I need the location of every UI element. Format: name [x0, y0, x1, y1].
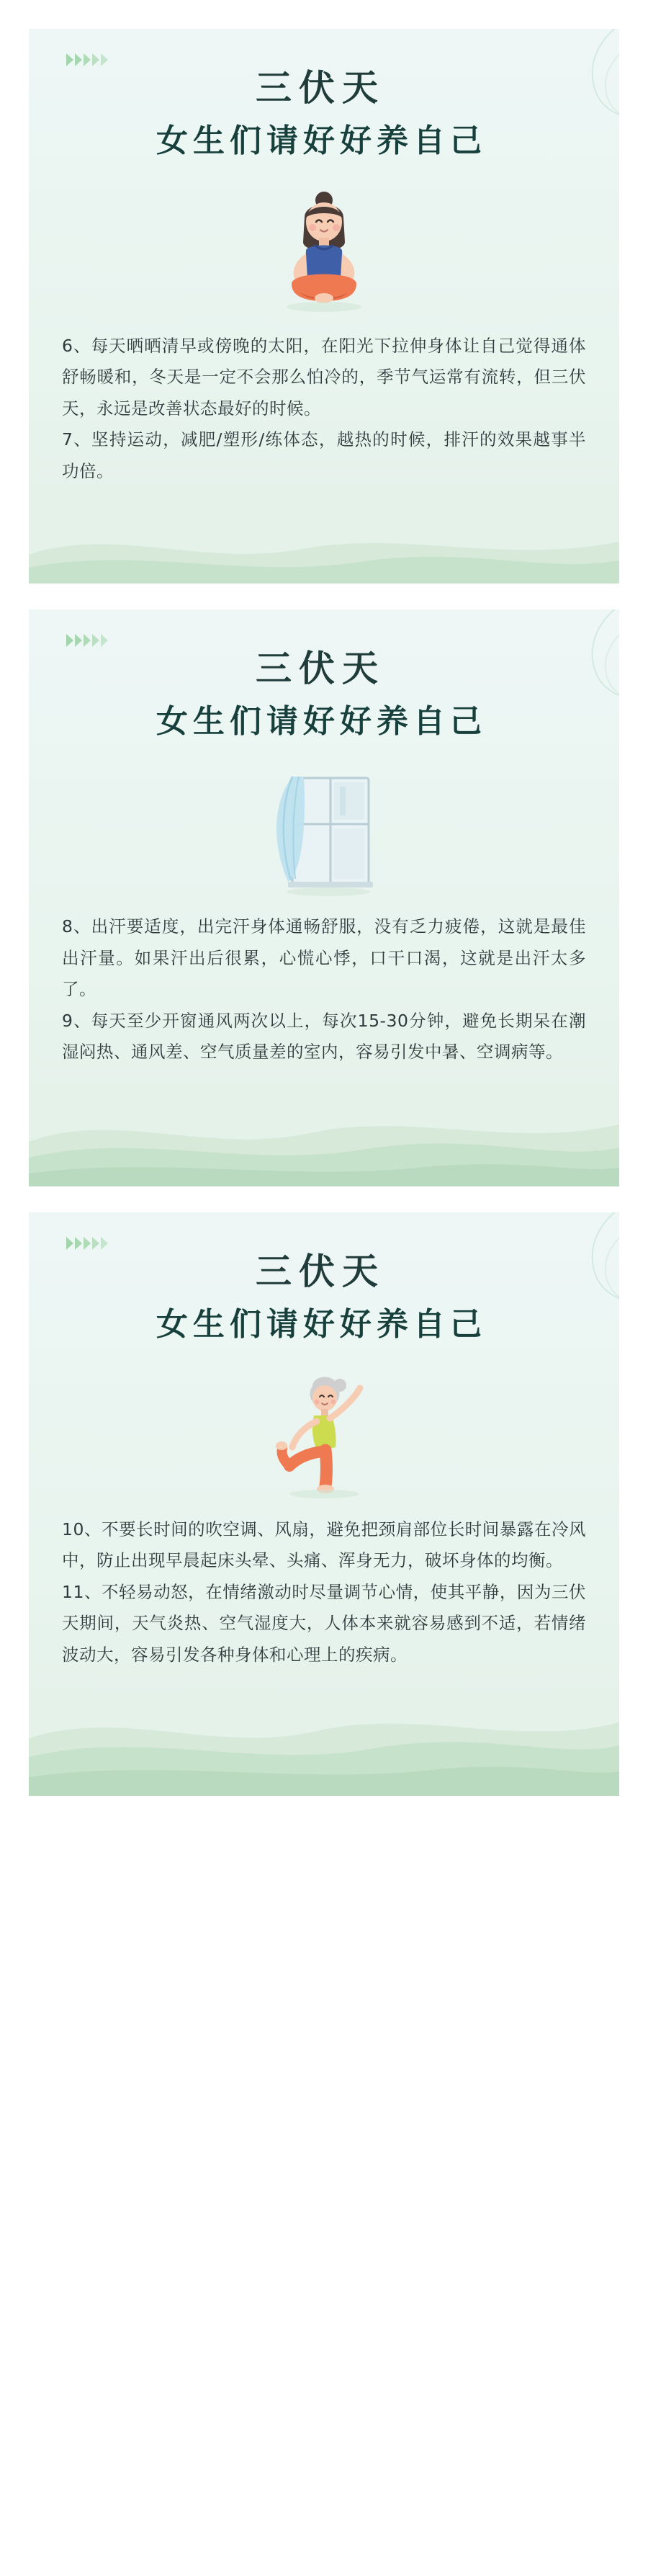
decorative-hills-footer	[29, 1688, 619, 1796]
paragraph-8: 8、出汗要适度，出完汗身体通畅舒服，没有乏力疲倦，这就是最佳出汗量。如果汗出后很累，心慌心悸，口干口渴，这就是出汗太多了。	[62, 916, 586, 1000]
page-subtitle: 女生们请好好养自己	[156, 703, 487, 741]
paragraph-11: 11、不轻易动怒，在情绪激动时尽量调节心情，使其平静，因为三伏天期间，天气炎热、空气湿度大，人体本来就容易感到不适，若情绪波动大，容易引发各种身体和心理上的疾病。	[62, 1581, 586, 1665]
card-titles	[29, 609, 619, 746]
paragraph-7: 7、坚持运动，减肥/塑形/练体态，越热的时候，排汗的效果越事半功倍。	[62, 429, 586, 481]
woman-stretching-yoga-pose-illustration	[29, 1364, 619, 1501]
decorative-hills-footer	[29, 1086, 619, 1186]
content-card-2	[29, 609, 619, 1186]
page-subtitle: 女生们请好好养自己	[156, 1305, 487, 1343]
card-titles	[29, 1212, 619, 1349]
document-page	[0, 29, 648, 1796]
card-titles	[29, 29, 619, 165]
content-card-1	[29, 29, 619, 583]
card-body-text	[29, 318, 619, 487]
paragraph-10: 10、不要长时间的吹空调、风扇，避免把颈肩部位长时间暴露在冷风中，防止出现早晨起床头晕、头痛、浑身无力，破坏身体的均衡。	[62, 1519, 586, 1571]
decorative-hills-footer	[29, 504, 619, 583]
card-body-text	[29, 898, 619, 1068]
page-title: 三伏天	[256, 648, 385, 690]
paragraph-9: 9、每天至少开窗通风两次以上，每次15-30分钟，避免长期呆在潮湿闷热、通风差、空气质量差的室内，容易引发中暑、空调病等。	[62, 1010, 586, 1063]
page-title: 三伏天	[256, 67, 385, 109]
woman-sitting-cross-legged-meditating-illustration	[29, 181, 619, 318]
page-subtitle: 女生们请好好养自己	[156, 122, 487, 159]
page-title: 三伏天	[256, 1250, 385, 1292]
card-body-text	[29, 1501, 619, 1671]
open-window-with-curtain-illustration	[29, 761, 619, 898]
paragraph-6: 6、每天晒晒清早或傍晚的太阳，在阳光下拉伸身体让自己觉得通体舒畅暖和，冬天是一定不会那么怕冷的，季节气运常有流转，但三伏天，永远是改善状态最好的时候。	[62, 336, 586, 419]
content-card-3	[29, 1212, 619, 1796]
